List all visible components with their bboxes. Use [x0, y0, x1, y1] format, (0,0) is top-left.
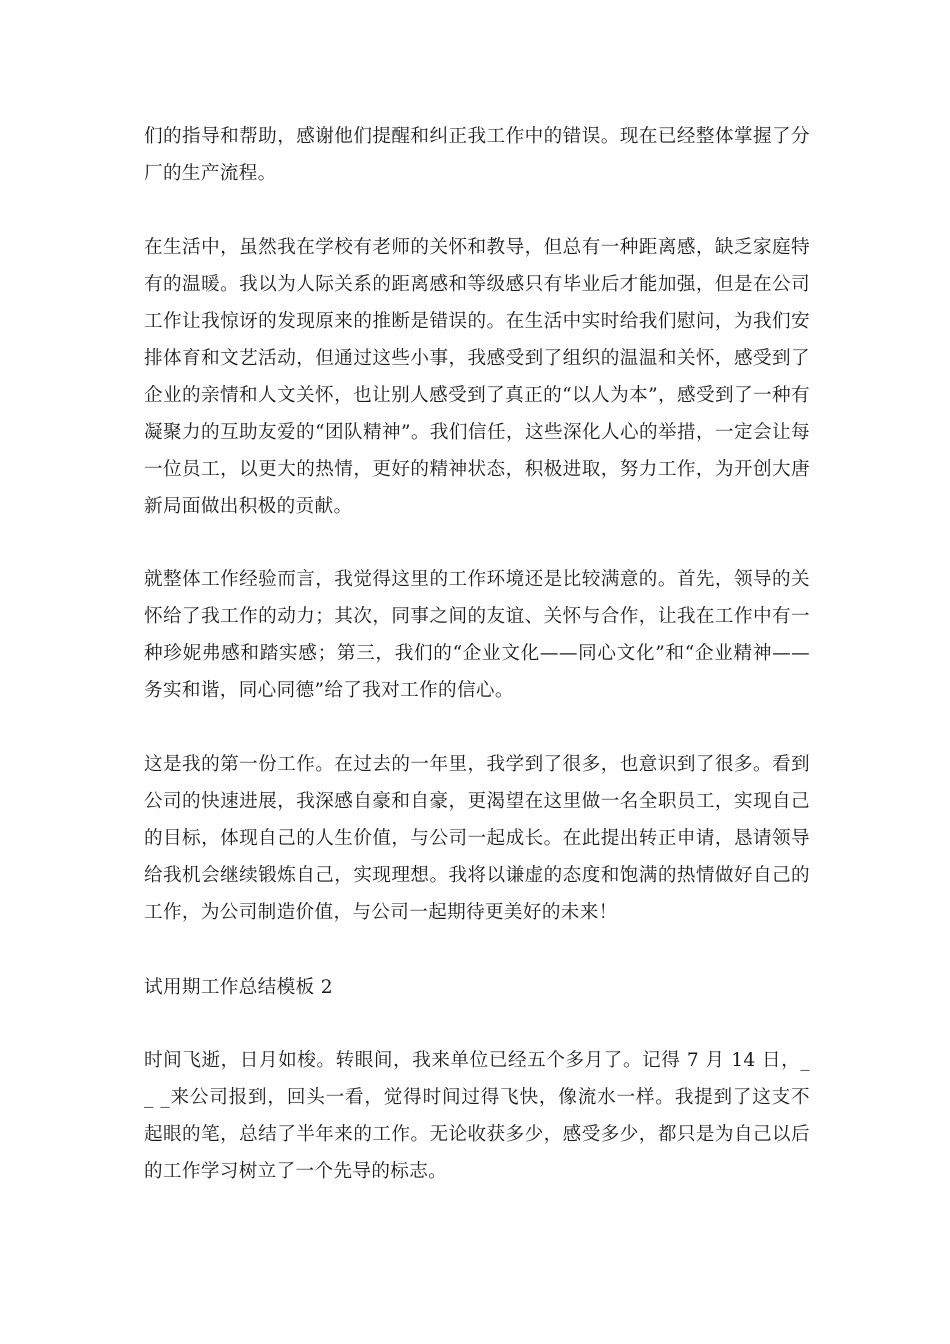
paragraph-2: 在生活中，虽然我在学校有老师的关怀和教导，但总有一种距离感，缺乏家庭特有的温暖。我以为人际关系的距离感和等级感只有毕业后才能加强，但是在公司工作让我惊讶的发现原来的推断是错误的。在生活中实时给我们慰问，为我们安排体育和文艺活动，但通过这些小事，我感受到了组织的温温和关怀，感受到了企业的亲情和人文关怀，也让别人感受到了真正的“以人为本”，感受到了一种有凝聚力的互助友爱的“团队精神”。我们信任，这些深化人心的举措，一定会让每一位员工，以更大的热情，更好的精神状态，积极进取，努力工作，为开创大唐新局面做出积极的贡献。 [144, 237, 810, 517]
paragraph-5: 时间飞逝，日月如梭。转眼间，我来单位已经五个多月了。记得 7 月 14 日，_ _ _来公司报到，回头一看，觉得时间过得飞快，像流水一样。我提到了这支不起眼的笔，总结了半年来的工作。无论收获多少，感受多少，都只是为自己以后的工作学习树立了一个先导的标志。 [144, 1050, 810, 1182]
paragraph-4: 这是我的第一份工作。在过去的一年里，我学到了很多，也意识到了很多。看到公司的快速进展，我深感自豪和自豪，更渴望在这里做一名全职员工，实现自己的目标，体现自己的人生价值，与公司一起成长。在此提出转正申请，恳请领导给我机会继续锻炼自己，实现理想。我将以谦虚的态度和饱满的热情做好自己的工作，为公司制造价值，与公司一起期待更美好的未来！ [144, 754, 810, 923]
paragraph-3: 就整体工作经验而言，我觉得这里的工作环境还是比较满意的。首先，领导的关怀给了我工作的动力；其次，同事之间的友谊、关怀与合作，让我在工作中有一种珍妮弗感和踏实感；第三，我们的“企业文化——同心文化”和“企业精神——务实和谐，同心同德”给了我对工作的信心。 [144, 569, 810, 701]
document-body [144, 118, 810, 1190]
section-heading: 试用期工作总结模板 2 [144, 977, 333, 998]
paragraph-1: 们的指导和帮助，感谢他们提醒和纠正我工作中的错误。现在已经整体掌握了分厂的生产流程。 [144, 126, 810, 184]
